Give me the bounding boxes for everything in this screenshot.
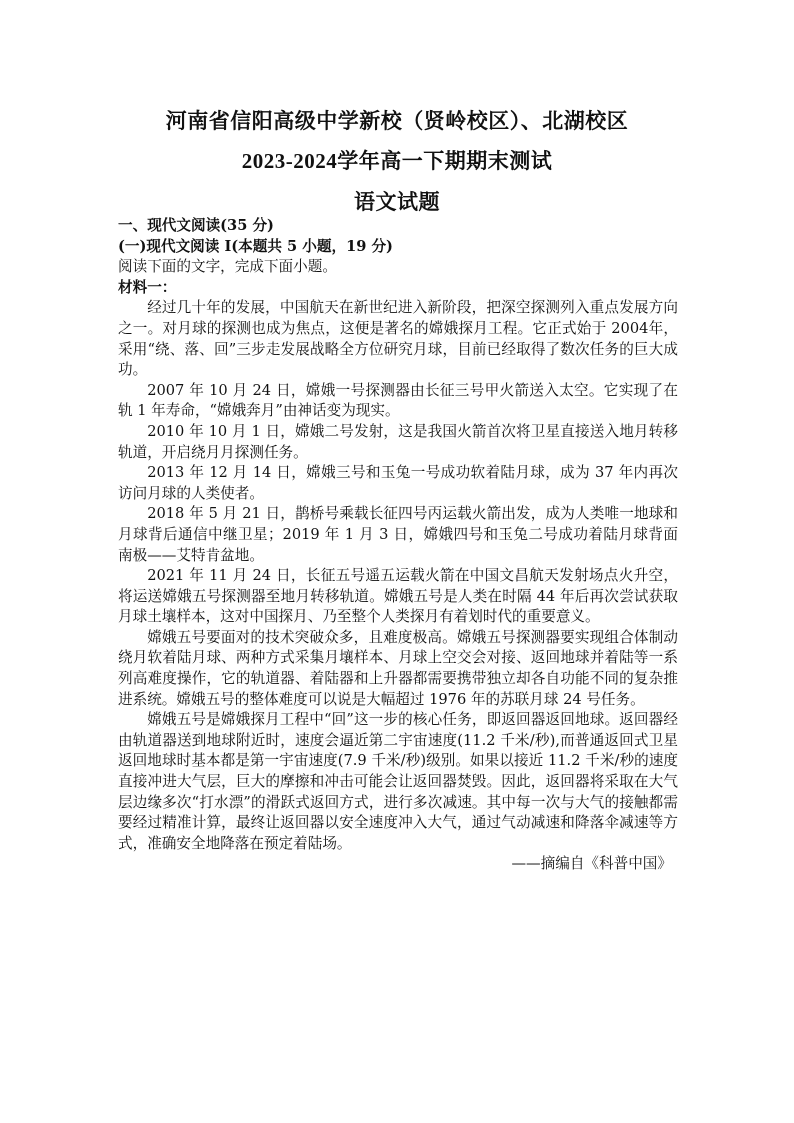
section-subheading: (一)现代文阅读 I(本题共 5 小题，19 分) [118,237,393,255]
subject-title: 语文试题 [354,190,440,214]
paragraph: 2013 年 12 月 14 日，嫦娥三号和玉兔一号成功软着陆月球，成为 37 年内再次访问月球的人类使者。 [118,464,678,502]
source-citation: ——摘编自《科普中国》 [511,855,672,873]
paragraph: 2010 年 10 月 1 日，嫦娥二号发射，这是我国火箭首次将卫星直接送入地月转移轨道，开启绕月月探测任务。 [118,422,678,461]
material-label: 材料一： [118,278,177,296]
exam-content [118,216,678,875]
section-heading: 一、现代文阅读(35 分) [118,217,274,234]
paragraph: 2007 年 10 月 24 日，嫦娥一号探测器由长征三号甲火箭送入太空。它实现了在轨 1 年寿命，“嫦娥奔月”由神话变为现实。 [118,381,678,420]
paragraph: 2021 年 11 月 24 日，长征五号遥五运载火箭在中国文昌航天发射场点火升空，将运送嫦娥五号探测器至地月转移轨道。嫦娥五号是人类在时隔 44 年后再次尝试获取月球土壤样本，这对中国探月、乃至整个人类探月有着划时代的重要意义。 [118,567,678,626]
instruction-text: 阅读下面的文字，完成下面小题。 [118,258,337,276]
paragraph: 2018 年 5 月 21 日，鹊桥号乘载长征四号丙运载火箭出发，成为人类唯一地球和月球背后通信中继卫星；2019 年 1 月 3 日，嫦娥四号和玉兔二号成功着陆月球背面南极——艾特肯盆地。 [118,505,678,564]
paragraph: 嫦娥五号要面对的技术突破众多，且难度极高。嫦娥五号探测器要实现组合体制动绕月软着陆月球、两种方式采集月壤样本、月球上空交会对接、返回地球并着陆等一系列高难度操作，它的轨道器、着陆器和上升器都需要携带独立却各自功能不同的复杂推进系统。嫦娥五号的整体难度可以说是大幅超过 1976 年的苏联月球 24 号任务。 [118,628,678,708]
school-title: 河南省信阳高级中学新校（贤岭校区）、北湖校区 [165,109,629,133]
paragraph: 经过几十年的发展，中国航天在新世纪进入新阶段，把深空探测列入重点发展方向之一。对月球的探测也成为焦点，这便是著名的嫦娥探月工程。它正式始于 2004年，采用“绕、落、回”三步走发展战略全方位研究月球，目前已经取得了数次任务的巨大成功。 [118,299,678,379]
exam-title: 2023-2024学年高一下期期末测试 [241,149,553,173]
paragraph: 嫦娥五号是嫦娥探月工程中“回”这一步的核心任务，即返回器返回地球。返回器经由轨道器送到地球附近时，速度会逼近第二宇宙速度(11.2 千米/秒),而普通返回式卫星返回地球时基本都是第一宇宙速度(7.9 千米/秒)级别。如果以接近 11.2 千米/秒的速度直接冲进大气层，巨大的摩擦和冲击可能会让返回器焚毁。因此，返回器将采取在大气层边缘多次“打水漂”的滑跃式返回方式，进行多次减速。其中每一次与大气的接触都需要经过精准计算，最终让返回器以安全速度冲入大气，通过气动减速和降落伞减速等方式，准确安全地降落在预定着陆场。 [118,711,678,852]
